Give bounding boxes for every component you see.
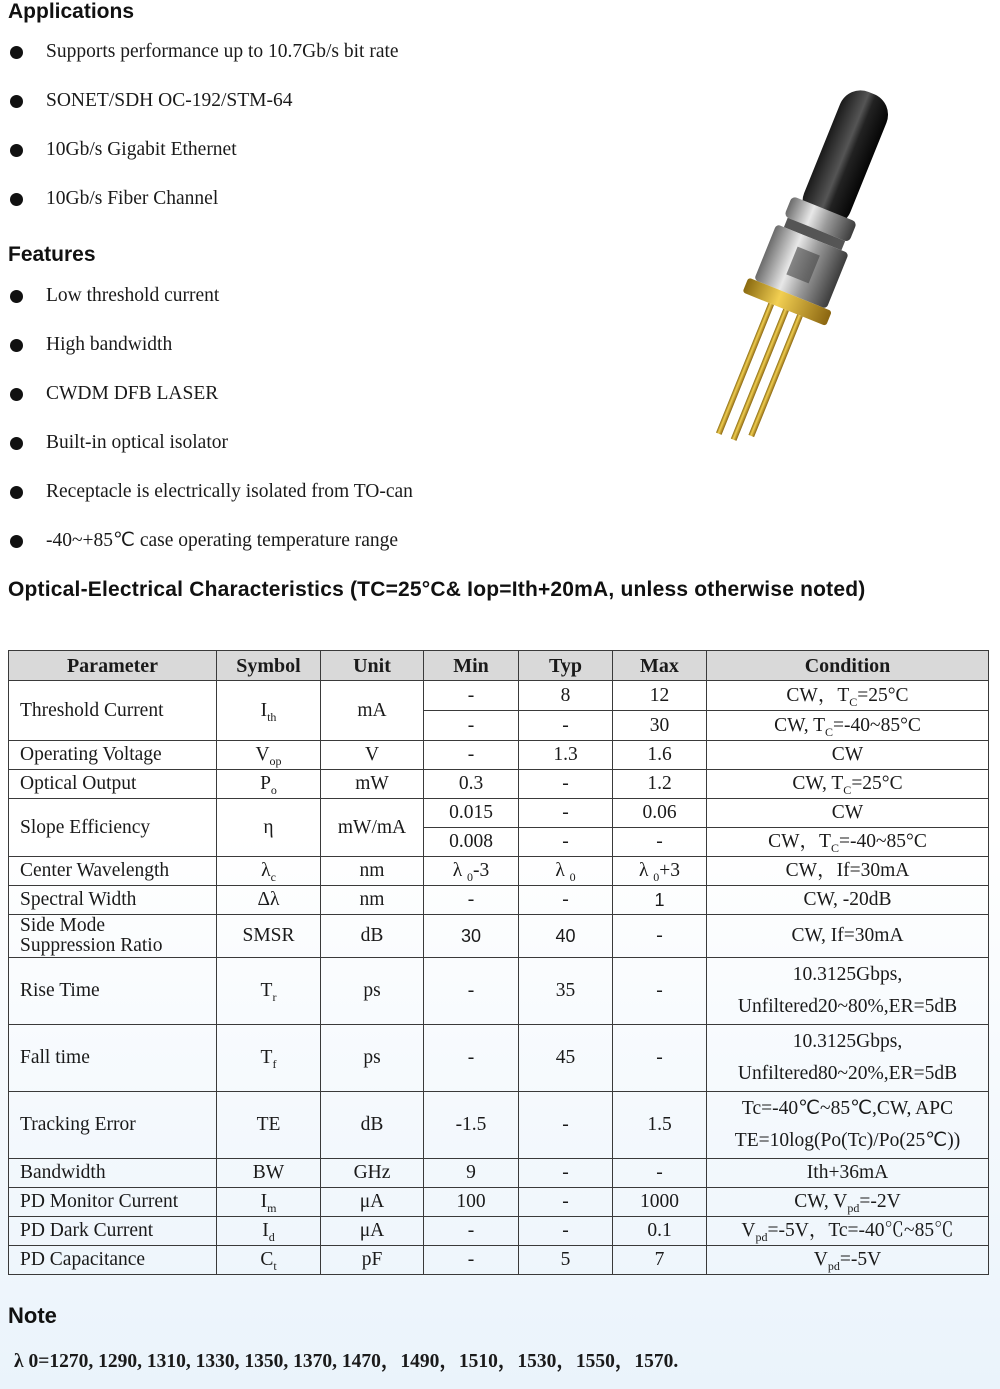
column-header: Unit — [321, 651, 424, 681]
unit-cell: V — [321, 741, 424, 770]
max-cell: 1.6 — [613, 741, 707, 770]
param-cell: Center Wavelength — [9, 857, 217, 886]
column-header: Min — [424, 651, 519, 681]
list-item — [10, 478, 413, 527]
table-row — [9, 1217, 989, 1246]
table-row — [9, 915, 989, 958]
max-cell: 1.2 — [613, 770, 707, 799]
max-cell: - — [613, 915, 707, 958]
list-item — [10, 282, 413, 331]
unit-cell: μA — [321, 1188, 424, 1217]
min-cell: - — [424, 1246, 519, 1275]
symbol-cell: TE — [217, 1092, 321, 1159]
list-item — [10, 136, 399, 185]
param-cell: Threshold Current — [9, 681, 217, 741]
symbol-cell: $I_m$ — [217, 1188, 321, 1217]
unit-cell: dB — [321, 1092, 424, 1159]
symbol-cell: $V_{op}$ — [217, 741, 321, 770]
list-item-text: CWDM DFB LASER — [46, 383, 219, 404]
table-row — [9, 1246, 989, 1275]
column-header: Typ — [519, 651, 613, 681]
typ-cell: 40 — [519, 915, 613, 958]
list-item — [10, 527, 413, 576]
column-header: Condition — [707, 651, 989, 681]
condition-cell: CW — [707, 799, 989, 828]
typ-cell: 1.3 — [519, 741, 613, 770]
list-item — [10, 429, 413, 478]
min-cell: - — [424, 1217, 519, 1246]
min-cell: - — [424, 1025, 519, 1092]
bullet-icon — [10, 46, 23, 59]
list-item — [10, 380, 413, 429]
min-cell: 0.3 — [424, 770, 519, 799]
param-cell: PD Dark Current — [9, 1217, 217, 1246]
bullet-icon — [10, 535, 23, 548]
max-cell: 1.5 — [613, 1092, 707, 1159]
table-row — [9, 770, 989, 799]
table-row — [9, 681, 989, 711]
param-cell: PD Capacitance — [9, 1246, 217, 1275]
unit-cell: GHz — [321, 1159, 424, 1188]
condition-cell: CW, If=30mA — [707, 915, 989, 958]
typ-cell: λ $_0$ — [519, 857, 613, 886]
column-header: Max — [613, 651, 707, 681]
max-cell: - — [613, 958, 707, 1025]
symbol-cell: $C_t$ — [217, 1246, 321, 1275]
min-cell: 9 — [424, 1159, 519, 1188]
param-cell: Side Mode Suppression Ratio — [9, 915, 217, 958]
param-cell: Tracking Error — [9, 1092, 217, 1159]
bullet-icon — [10, 339, 23, 352]
table-row — [9, 1159, 989, 1188]
unit-cell: mW — [321, 770, 424, 799]
list-item — [10, 87, 399, 136]
list-item-text: -40~+85℃ case operating temperature range — [46, 530, 399, 551]
max-cell: - — [613, 1025, 707, 1092]
column-header: Parameter — [9, 651, 217, 681]
bullet-icon — [10, 193, 23, 206]
typ-cell: - — [519, 1092, 613, 1159]
table-row — [9, 1025, 989, 1092]
applications-heading: Applications — [8, 0, 135, 23]
list-item-text: 10Gb/s Gigabit Ethernet — [46, 139, 237, 160]
max-cell: 7 — [613, 1246, 707, 1275]
typ-cell: - — [519, 886, 613, 915]
list-item-text: Low threshold current — [46, 285, 220, 306]
unit-cell: ps — [321, 958, 424, 1025]
symbol-cell: $I_d$ — [217, 1217, 321, 1246]
condition-cell: $V_{pd}=-5V$，Tc=-40℃~85℃ — [707, 1217, 989, 1246]
table-row — [9, 857, 989, 886]
max-cell: 0.06 — [613, 799, 707, 828]
condition-cell: CW，$T_C=25^\circ C$ — [707, 681, 989, 711]
param-cell: Spectral Width — [9, 886, 217, 915]
max-cell: 1 — [613, 886, 707, 915]
table-row — [9, 958, 989, 1025]
applications-list — [10, 38, 399, 234]
unit-cell: nm — [321, 886, 424, 915]
unit-cell: mA — [321, 681, 424, 741]
symbol-cell: $P_o$ — [217, 770, 321, 799]
to-can-laser-photo-icon — [655, 55, 955, 455]
list-item-text: Supports performance up to 10.7Gb/s bit rate — [46, 41, 399, 62]
unit-cell: mW/mA — [321, 799, 424, 857]
table-row — [9, 1092, 989, 1159]
min-cell: 0.015 — [424, 799, 519, 828]
min-cell: - — [424, 886, 519, 915]
typ-cell: 35 — [519, 958, 613, 1025]
condition-cell: CW, $V_{pd}=-2V$ — [707, 1188, 989, 1217]
param-cell: Optical Output — [9, 770, 217, 799]
condition-cell: Ith+36mA — [707, 1159, 989, 1188]
max-cell: 12 — [613, 681, 707, 711]
table-header-row — [9, 651, 989, 681]
param-cell: Bandwidth — [9, 1159, 217, 1188]
min-cell: - — [424, 741, 519, 770]
max-cell: 0.1 — [613, 1217, 707, 1246]
max-cell: - — [613, 828, 707, 857]
bullet-icon — [10, 437, 23, 450]
min-cell: - — [424, 958, 519, 1025]
note-text: λ 0=1270, 1290, 1310, 1330, 1350, 1370, 1470，1490，1510，1530，1550，1570. — [14, 1351, 679, 1372]
condition-cell: CW，$T_C=-40\sim 85^\circ C$ — [707, 828, 989, 857]
typ-cell: 45 — [519, 1025, 613, 1092]
symbol-cell: η — [217, 799, 321, 857]
features-list — [10, 282, 413, 576]
list-item-text: Receptacle is electrically isolated from TO-can — [46, 481, 413, 502]
typ-cell: - — [519, 828, 613, 857]
unit-cell: pF — [321, 1246, 424, 1275]
typ-cell: 8 — [519, 681, 613, 711]
spec-table — [8, 650, 989, 1275]
typ-cell: - — [519, 1188, 613, 1217]
list-item-text: SONET/SDH OC-192/STM-64 — [46, 90, 293, 111]
typ-cell: - — [519, 1159, 613, 1188]
max-cell: - — [613, 1159, 707, 1188]
min-cell: - — [424, 681, 519, 711]
symbol-cell: $I_{th}$ — [217, 681, 321, 741]
min-cell: 30 — [424, 915, 519, 958]
symbol-cell: SMSR — [217, 915, 321, 958]
condition-cell: CW, -20dB — [707, 886, 989, 915]
column-header: Symbol — [217, 651, 321, 681]
param-cell: PD Monitor Current — [9, 1188, 217, 1217]
min-cell: λ $_0$-3 — [424, 857, 519, 886]
unit-cell: dB — [321, 915, 424, 958]
condition-cell: Tc=-40℃~85℃,CW, APC TE=10log(Po(Tc)/Po(25℃)) — [707, 1092, 989, 1159]
condition-cell: 10.3125Gbps, Unfiltered20~80%,ER=5dB — [707, 958, 989, 1025]
param-cell: Rise Time — [9, 958, 217, 1025]
list-item-text: 10Gb/s Fiber Channel — [46, 188, 219, 209]
typ-cell: - — [519, 1217, 613, 1246]
max-cell: 30 — [613, 711, 707, 741]
condition-cell: 10.3125Gbps, Unfiltered80~20%,ER=5dB — [707, 1025, 989, 1092]
note-heading: Note — [8, 1303, 57, 1328]
condition-cell: $V_{pd}=-5V$ — [707, 1246, 989, 1275]
list-item — [10, 331, 413, 380]
condition-cell: CW，If=30mA — [707, 857, 989, 886]
condition-cell: CW, $T_C=-40\sim 85^\circ C$ — [707, 711, 989, 741]
param-cell: Fall time — [9, 1025, 217, 1092]
param-cell: Slope Efficiency — [9, 799, 217, 857]
list-item — [10, 38, 399, 87]
condition-cell: CW, $T_C=25^\circ C$ — [707, 770, 989, 799]
table-row — [9, 1188, 989, 1217]
condition-cell: CW — [707, 741, 989, 770]
bullet-icon — [10, 144, 23, 157]
table-row — [9, 741, 989, 770]
features-heading: Features — [8, 243, 96, 266]
table-row — [9, 799, 989, 828]
unit-cell: μA — [321, 1217, 424, 1246]
unit-cell: ps — [321, 1025, 424, 1092]
typ-cell: 5 — [519, 1246, 613, 1275]
typ-cell: - — [519, 711, 613, 741]
symbol-cell: $\lambda_c$ — [217, 857, 321, 886]
symbol-cell: $T_r$ — [217, 958, 321, 1025]
symbol-cell: BW — [217, 1159, 321, 1188]
bullet-icon — [10, 95, 23, 108]
param-cell: Operating Voltage — [9, 741, 217, 770]
typ-cell: - — [519, 770, 613, 799]
table-row — [9, 886, 989, 915]
max-cell: λ $_0$+3 — [613, 857, 707, 886]
typ-cell: - — [519, 799, 613, 828]
bullet-icon — [10, 388, 23, 401]
min-cell: -1.5 — [424, 1092, 519, 1159]
list-item — [10, 185, 399, 234]
oe-characteristics-heading: Optical-Electrical Characteristics (TC=25°C& Iop=Ith+20mA, unless otherwise noted) — [8, 578, 866, 601]
list-item-text: High bandwidth — [46, 334, 173, 355]
symbol-cell: Δλ — [217, 886, 321, 915]
list-item-text: Built-in optical isolator — [46, 432, 228, 453]
symbol-cell: $T_f$ — [217, 1025, 321, 1092]
min-cell: 0.008 — [424, 828, 519, 857]
unit-cell: nm — [321, 857, 424, 886]
bullet-icon — [10, 486, 23, 499]
min-cell: 100 — [424, 1188, 519, 1217]
min-cell: - — [424, 711, 519, 741]
max-cell: 1000 — [613, 1188, 707, 1217]
bullet-icon — [10, 290, 23, 303]
